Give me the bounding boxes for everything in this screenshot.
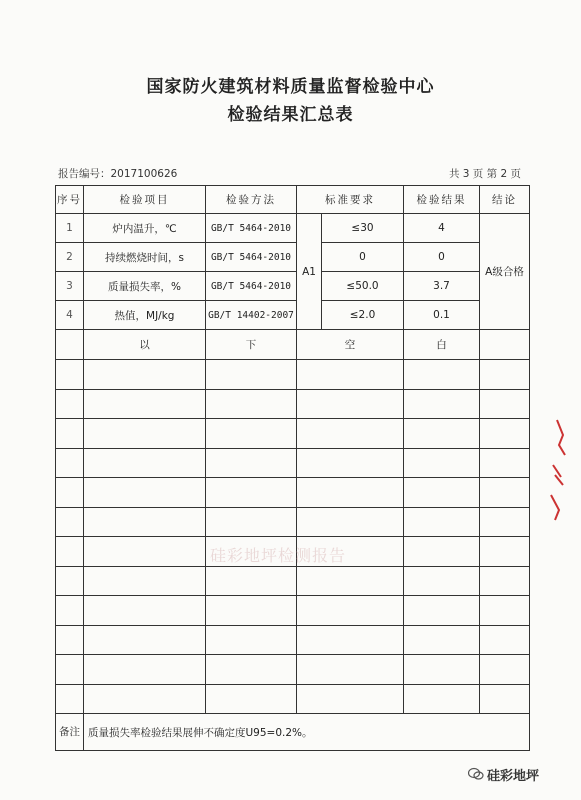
note-label: 备注 (56, 714, 84, 751)
row-item: 质量损失率，% (84, 272, 206, 301)
blank-mark: 白 (404, 330, 480, 360)
empty-row (56, 566, 530, 596)
row-seq: 3 (56, 272, 84, 301)
row-requirement: ≤30 (322, 214, 404, 243)
row-item: 持续燃烧时间，s (84, 243, 206, 272)
empty-row (56, 625, 530, 655)
empty-row (56, 360, 530, 390)
table-header-row (56, 186, 530, 214)
table-row (56, 243, 530, 272)
table-row (56, 272, 530, 301)
note-row (56, 714, 530, 751)
row-method: GB/T 14402-2007 (206, 301, 297, 330)
report-number: 报告编号：2017100626 (58, 168, 178, 180)
page-subtitle: 检验结果汇总表 (227, 105, 354, 125)
header-method: 检验方法 (206, 186, 297, 214)
row-seq: 2 (56, 243, 84, 272)
empty-row (56, 419, 530, 449)
empty-row (56, 478, 530, 508)
empty-row (56, 448, 530, 478)
row-result: 0.1 (404, 301, 480, 330)
header-result: 检验结果 (404, 186, 480, 214)
watermark-text: 硅彩地坪检测报告 (210, 546, 347, 565)
empty-row (56, 684, 530, 714)
empty-row (56, 655, 530, 685)
row-item: 炉内温升，℃ (84, 214, 206, 243)
row-method: GB/T 5464-2010 (206, 272, 297, 301)
row-seq: 4 (56, 301, 84, 330)
row-requirement: ≤2.0 (322, 301, 404, 330)
empty-row (56, 389, 530, 419)
blank-mark: 以 (84, 330, 206, 360)
blank-mark: 空 (297, 330, 404, 360)
header-conclusion: 结论 (480, 186, 530, 214)
row-requirement: 0 (322, 243, 404, 272)
empty-row (56, 507, 530, 537)
wechat-icon (468, 767, 484, 781)
conclusion-cell: A级合格 (480, 214, 530, 330)
page-title: 国家防火建筑材料质量监督检验中心 (146, 77, 435, 97)
blank-marker-row (56, 330, 530, 360)
row-method: GB/T 5464-2010 (206, 243, 297, 272)
table-row (56, 301, 530, 330)
results-table (55, 185, 530, 751)
blank-mark: 下 (206, 330, 297, 360)
row-result: 4 (404, 214, 480, 243)
stamp-fragment-icon (545, 415, 581, 535)
brand-label: 硅彩地坪 (487, 769, 540, 784)
table-row (56, 214, 530, 243)
empty-row (56, 596, 530, 626)
page-info: 共 3 页 第 2 页 (448, 168, 521, 180)
header-item: 检验项目 (84, 186, 206, 214)
row-result: 0 (404, 243, 480, 272)
note-text: 质量损失率检验结果展伸不确定度U95=0.2%。 (84, 714, 530, 751)
row-method: GB/T 5464-2010 (206, 214, 297, 243)
row-seq: 1 (56, 214, 84, 243)
row-result: 3.7 (404, 272, 480, 301)
grade-cell: A1 (297, 214, 322, 330)
row-item: 热值，MJ/kg (84, 301, 206, 330)
header-seq: 序号 (56, 186, 84, 214)
header-requirement: 标准要求 (297, 186, 404, 214)
row-requirement: ≤50.0 (322, 272, 404, 301)
